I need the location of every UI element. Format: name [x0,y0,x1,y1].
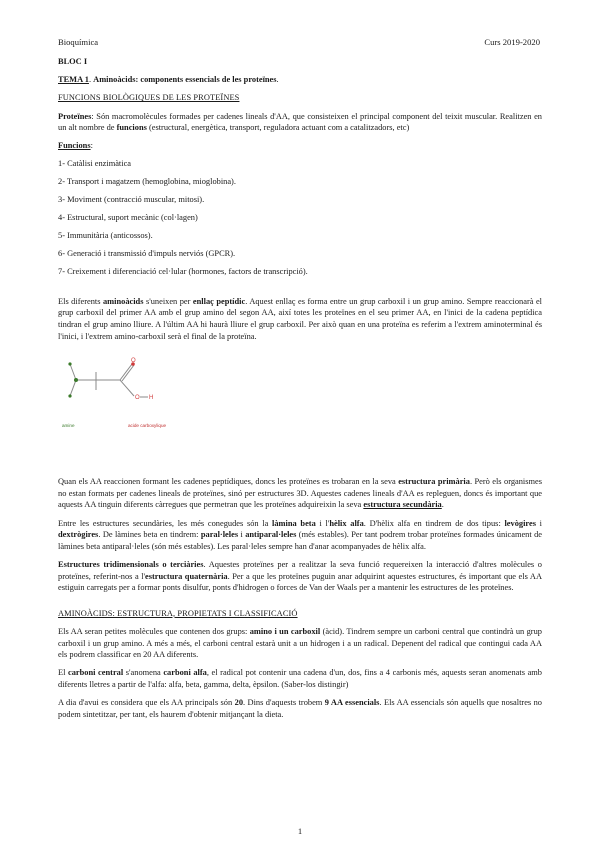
section-heading-aminoacids: AMINOÀCIDS: ESTRUCTURA, PROPIETATS I CLASSIFICACIÓ [58,608,298,618]
text: Els diferents [58,296,103,306]
amine-atoms [68,363,78,398]
funcions-label-text: Funcions [58,141,91,151]
tema-end: . [276,75,279,85]
text: . Els AA essencials són aquells que nosaltres no podem sintetitzar, per tant, els haurem d'obtenir mitjançant la dieta. [58,698,542,719]
text: Entre les estructures secundàries, les més conegudes són la [58,518,273,528]
text: . Aquest enllaç es forma entre un grup carboxil i un grup amino. Sempre reaccionarà el grup carboxil del primer AA amb el grup amino del segon AA, així totes les proteïnes en el seu primer AA, en l'inici de la cadena peptídica tindran el grup amino lliure. A l'últim AA hi haurà lliure el grup carboxil. Per això quan en una proteïna es referim a l'extrem aminoterminal és l'inici, i l'extrem amino-carboxil serà el final de la proteïna. [58,296,542,341]
kw-aminoacids: aminoàcids [102,296,144,306]
atom-o: O [131,358,136,365]
text: s'anomena [123,668,164,678]
list-item: 1- Catàlisi enzimàtica [58,159,132,169]
atom-dot [68,363,71,366]
bond [120,364,132,380]
atom-dot [74,378,78,382]
paragraph-estructures-secundaries [58,518,542,553]
text: (àcid). Tindrem sempre un carboni central que contindrà un grup carboxil i un grup amino. A més a més, el carboni central estarà unit a un hidrogen i a un radical. Depenent del radical que contingui cada AA els podrem classificar en 20 AA diferents. [58,626,542,660]
section-heading-funcions: FUNCIONS BIOLÒGIQUES DE LES PROTEÏNES [58,93,240,103]
text: i [535,518,543,528]
text: (estructural, energètica, transport, reguladora actuant com a catalitzadors, etc) [146,123,410,133]
list-item: 6- Generació i transmissió d'impuls nerviós (GPCR). [58,249,236,259]
kw-estructura-primaria: estructura primària [398,477,470,487]
paragraph-carboni-alfa [58,667,542,690]
text: (més estables). Per tant podrem trobar proteïnes formades únicament de làmines beta antiparal·leles (són més estables). Les paral·leles sempre han d'anar acompanyades de hèlix alfa. [58,530,542,551]
kw-proteines: Proteïnes [58,111,92,121]
bond-lines [70,364,148,397]
text: . Per a que les proteïnes puguin anar adquirint aquestes estructures, és important que els AA estiguin carregats per a formar ponts disulfur, ponts d'hidrogen o forces de Van der Waals per a mantenir les estructures de les proteïnes. [58,571,543,593]
paragraph-proteines [58,111,542,134]
kw-funcions: funcions [116,123,147,133]
kw-carboni-central: carboni central [68,668,124,678]
funcions-label [58,140,542,152]
atom-dot [68,395,71,398]
text: : Són macromolècules formades per cadenes lineals d'AA, que consisteixen el principal component del teixit muscular. Realitzen en un alt nombre de [58,111,542,133]
kw-carboni-alfa: carboni alfa [163,668,207,678]
text: s'uneixen per [143,296,193,306]
figure-label-acid: acide carboxylique [128,423,167,429]
tema-title [58,74,542,86]
amino-acid-figure [60,350,190,428]
text: i [238,530,246,540]
kw-helix-alfa: hèlix alfa [329,518,364,528]
paragraph-estructures-terciaries [58,559,542,594]
text: El [58,668,69,678]
bond [122,365,134,381]
bloc-title: BLOC I [58,57,88,66]
text: . Aquestes proteïnes per a realitzar la seva funció requereixen la interacció d'altres molècules o proteïnes, referint-nos a l' [58,559,542,581]
figure-label-amine: amine [62,423,75,429]
text: . De làmines beta en tindrem: [98,530,201,540]
header-subject: Bioquímica [58,37,99,47]
kw-estructures-terciaries: Estructures tridimensionals o terciàries [58,559,204,569]
text: . Dins d'aquests trobem [243,698,325,708]
document-body [58,56,542,727]
page-number: 1 [297,826,303,836]
kw-parallel: paral·leles [200,530,239,540]
amino-acid-structure-diagram [60,350,190,420]
text: Quan els AA reaccionen formant les cadenes peptídiques, doncs les proteïnes es trobaran en la seva [58,477,399,487]
header-course: Curs 2019-2020 [484,37,540,47]
text: . Però els organismes no estan formats per cadenes lineals de proteïnes, sinó per estructures 3D. Aquestes cadenes lineals d'AA es repleguen, doncs és important que aquests AA tinguin diferents càrregues que permetran que les proteïnes adquireixin la seva [58,477,542,510]
bond [120,380,134,396]
bond [70,380,76,396]
atom-o: O [135,395,140,402]
kw-amino-carboxil: amino i un carboxil [249,626,321,636]
text: i l' [315,518,330,528]
kw-lamina-beta: làmina beta [272,518,316,528]
list-item: 7- Creixement i diferenciació cel·lular (hormones, factors de transcripció). [58,267,308,277]
kw-9-aa-essencials: 9 AA essencials [324,698,380,708]
atom-h: H [149,395,154,402]
funcions-label-colon: : [90,141,93,151]
text: . D'hèlix alfa en tindrem de dos tipus: [363,518,505,528]
paragraph-estructura-primaria [58,476,542,511]
paragraph-enllac-peptidic [58,296,542,342]
kw-antiparallel: antiparal·leles [245,530,297,540]
tema-prefix: TEMA 1 [58,75,89,85]
list-item: 2- Transport i magatzem (hemoglobina, mioglobina). [58,177,236,187]
list-item: 3- Moviment (contracció muscular, mitosi). [58,195,205,205]
text: . [441,500,444,510]
paragraph-aminoacids [58,626,542,661]
kw-dextrogires: dextrògires [58,530,99,540]
list-item: 5- Immunitària (anticossos). [58,231,153,241]
text: , el radical pot contenir una cadena d'un, dos, fins a 4 carbonis més, aquests seran anomenats amb diferents lletres a partir de l'alfa: alfa, beta, gamma, delta, èpsilon. (Saber-los distingir) [58,668,542,689]
kw-estructura-quaternaria: estructura quaternària [145,571,228,581]
list-item: 4- Estructural, suport mecànic (col·lagen) [58,213,198,223]
kw-20: 20 [234,698,243,708]
kw-levogires: levògires [504,518,536,528]
tema-sep: . [88,75,94,85]
paragraph-aa-essencials [58,697,542,720]
text: A dia d'avui es considera que els AA principals són [58,698,235,708]
funcions-list [58,158,542,278]
kw-estructura-secundaria: estructura secundària [363,500,442,510]
text: Els AA seran petites molècules que contenen dos grups: [58,626,250,636]
tema-name: Aminoàcids: components essencials de les proteïnes [93,75,277,85]
kw-enllac-peptidic: enllaç peptídic [192,296,246,306]
bond [70,364,76,380]
